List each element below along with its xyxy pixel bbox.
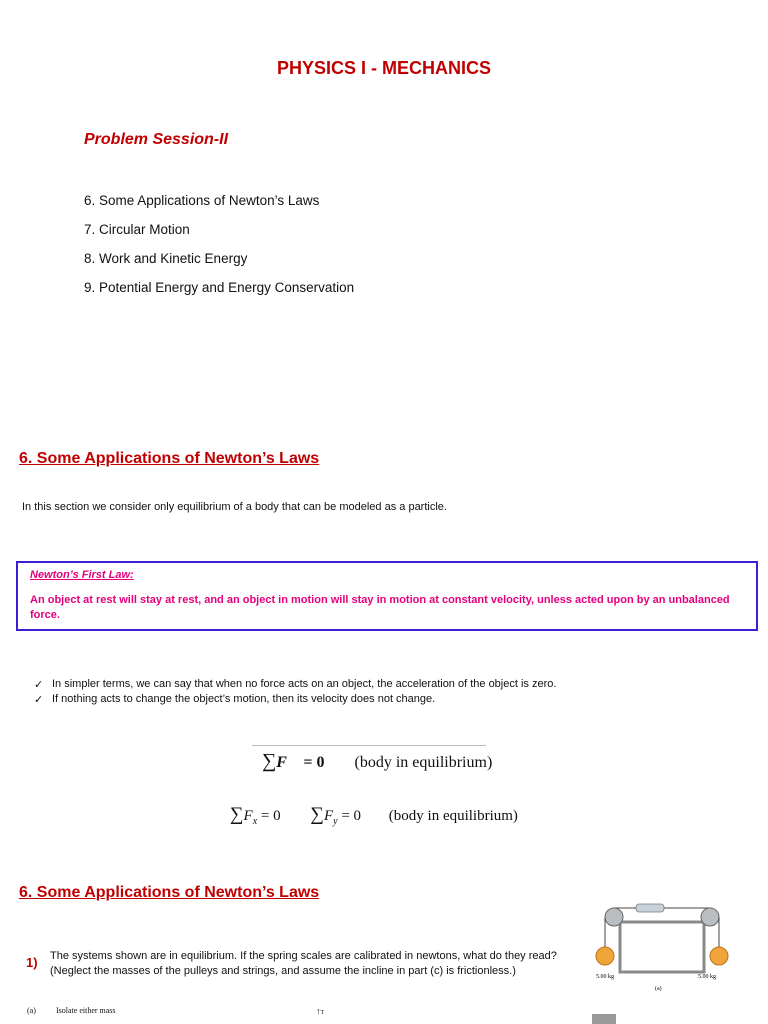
problem-number: 1)	[26, 955, 38, 970]
mass-icon	[710, 947, 728, 965]
table-of-contents	[84, 193, 354, 309]
spring-scale-icon	[636, 904, 664, 912]
partial-figure	[592, 1014, 616, 1024]
section-intro: In this section we consider only equilibrium of a body that can be modeled as a particle.	[22, 501, 447, 513]
pulley-icon	[605, 908, 623, 926]
equation-sum-force: ∑F⃗ = 0 (body in equilibrium)	[262, 750, 493, 772]
toc-item: 8. Work and Kinetic Energy	[84, 251, 248, 266]
mass-label: 5.00 kg	[596, 974, 614, 980]
support-frame	[620, 922, 704, 972]
toc-item: 7. Circular Motion	[84, 222, 190, 237]
section-heading: 6. Some Applications of Newton’s Laws	[19, 450, 320, 467]
figure-caption: (a)	[655, 986, 662, 992]
toc-item: 6. Some Applications of Newton’s Laws	[84, 193, 320, 208]
part-label: (a)	[27, 1006, 36, 1015]
law-title: Newton’s First Law:	[30, 569, 134, 581]
mass-icon	[596, 947, 614, 965]
page-title: PHYSICS I - MECHANICS	[276, 58, 492, 78]
section-heading: 6. Some Applications of Newton’s Laws	[19, 884, 320, 901]
problem-statement: The systems shown are in equilibrium. If the spring scales are calibrated in newtons, what do they read? (Neglect the masses of the pulleys and strings, and assume the incline in part (c) is frictionless.)	[50, 950, 557, 977]
equation-components: $\sum F_x = 0$ $\sum F_y = 0$ (body in equilibrium)	[230, 804, 518, 827]
equation-divider	[252, 745, 486, 746]
law-text: An object at rest will stay at rest, and an object in motion will stay in motion at constant velocity, unless acted upon by an unbalanced force.	[30, 594, 730, 621]
checkmark-icon: ✓	[34, 679, 44, 691]
newton-first-law-box	[16, 561, 758, 631]
tension-arrow: ↑T	[316, 1006, 325, 1016]
checkmark-icon: ✓	[34, 694, 44, 706]
mass-label: 5.00 kg	[698, 974, 716, 980]
list-item: ✓ If nothing acts to change the object’s motion, then its velocity does not change.	[34, 693, 436, 706]
toc-item: 9. Potential Energy and Energy Conservation	[84, 280, 355, 295]
session-subtitle: Problem Session-II	[84, 131, 229, 148]
list-item: ✓ In simpler terms, we can say that when no force acts on an object, the acceleration of the object is zero.	[34, 678, 557, 691]
part-note: Isolate either mass	[56, 1006, 116, 1015]
bullet-list	[34, 678, 556, 708]
pulley-system-figure	[592, 900, 732, 1024]
pulley-icon	[701, 908, 719, 926]
